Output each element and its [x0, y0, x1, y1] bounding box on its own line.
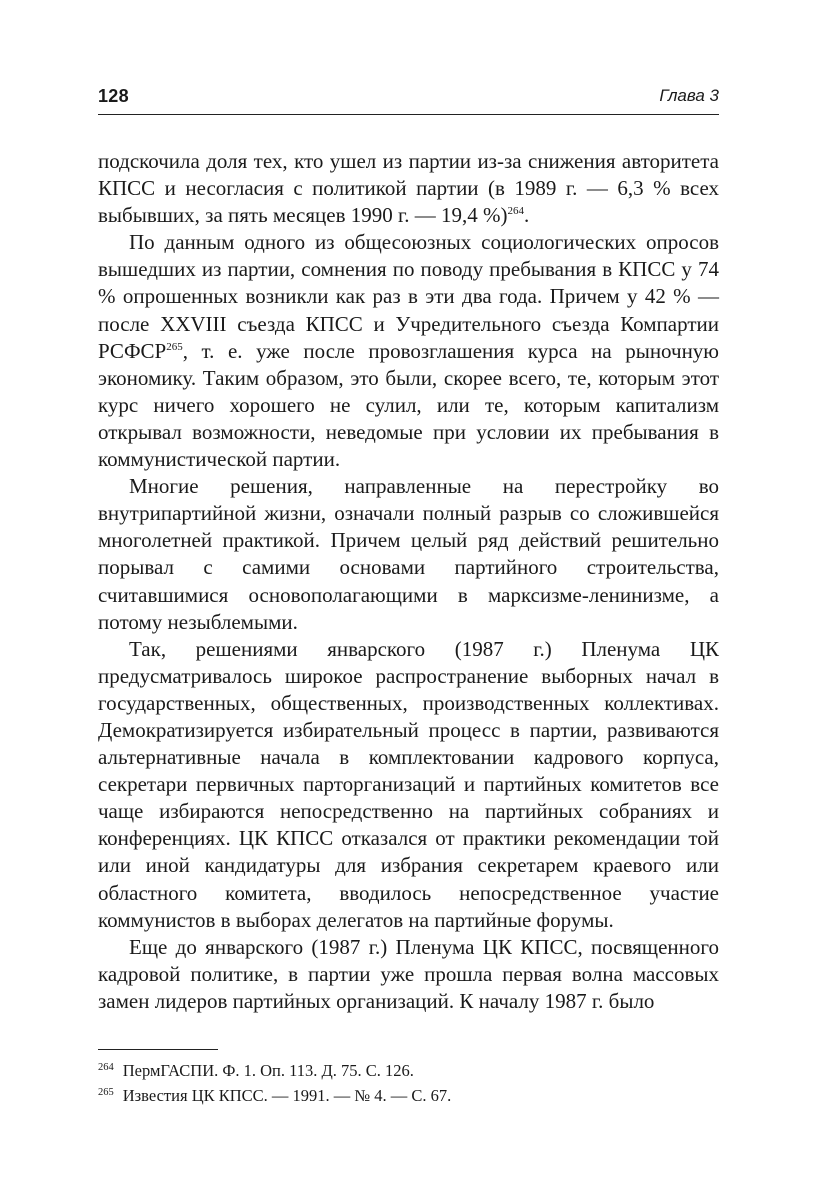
footnote-text: ПермГАСПИ. Ф. 1. Оп. 113. Д. 75. С. 126.: [122, 1061, 414, 1080]
page-number: 128: [98, 86, 129, 106]
paragraph-tail: , т. е. уже после провозглашения курса на рыночную экономику. Таким образом, это были, скорее всего, те, которым этот курс ничего хорошего не сулил, или те, которым капитализм открывал возможности, неведомые при условии их пребывания в коммунистической партии.: [98, 338, 719, 472]
paragraph-1: [98, 148, 719, 229]
paragraph-text: Многие решения, направленные на перестройку во внутрипартийной жизни, означали полный разрыв со сложившейся многолетней практикой. Причем целый ряд действий решительно порывал с самими основами партийного строительства, считавшимися основополагающими в марксизме-ленинизме, а потому незыблемыми.: [98, 474, 719, 634]
paragraph-5: [98, 934, 719, 1015]
paragraph-4: [98, 636, 719, 934]
running-header: [98, 84, 719, 115]
paragraph-text: Так, решениями январского (1987 г.) Пленума ЦК предусматривалось широкое распространение выборных начал в государственных, общественных, производственных коллективах. Демократизируется избирательный процесс в партии, развиваются альтернативные начала в комплектовании кадрового корпуса, секретари первичных парторганизаций и партийных комитетов все чаще избираются непосредственно на партийных собраниях и конференциях. ЦК КПСС отказался от практики рекомендации той или иной кандидатуры для избрания секретарем краевого или областного комитета, вводилось непосредственное участие коммунистов в выборах делегатов на партийные форумы.: [98, 636, 719, 932]
footnote-number: 265: [98, 1086, 114, 1098]
chapter-title: Глава 3: [659, 86, 719, 105]
paragraph-text: Еще до январского (1987 г.) Пленума ЦК КПСС, посвященного кадровой политике, в партии уже прошла первая волна массовых замен лидеров партийных организаций. К началу 1987 г. было: [98, 934, 719, 1013]
paragraph-3: [98, 473, 719, 636]
footnote-text: Известия ЦК КПСС. — 1991. — № 4. — С. 67.: [122, 1086, 452, 1105]
footnote-number: 264: [98, 1061, 114, 1073]
footnote-264: [98, 1058, 719, 1083]
footnote-265: [98, 1083, 719, 1108]
paragraph-tail: .: [523, 203, 530, 228]
footnotes: [98, 1058, 719, 1108]
footnote-ref-265: 265: [166, 340, 183, 353]
footnote-divider: [98, 1049, 218, 1050]
paragraph-text: По данным одного из общесоюзных социологических опросов вышедших из партии, сомнения по поводу пребывания в КПСС у 74 % опрошенных возникли как раз в эти два года. Причем у 42 % — после XXVIII съезда КПСС и Учредительного съезда Компартии РСФСР: [98, 230, 719, 363]
footnote-ref-264: 264: [507, 205, 524, 218]
paragraph-text: подскочила доля тех, кто ушел из партии из-за снижения авторитета КПСС и несогласия с политикой партии (в 1989 г. — 6,3 % всех выбывших, за пять месяцев 1990 г. — 19,4 %): [98, 149, 719, 228]
main-text: [98, 148, 719, 1015]
paragraph-2: [98, 229, 719, 473]
